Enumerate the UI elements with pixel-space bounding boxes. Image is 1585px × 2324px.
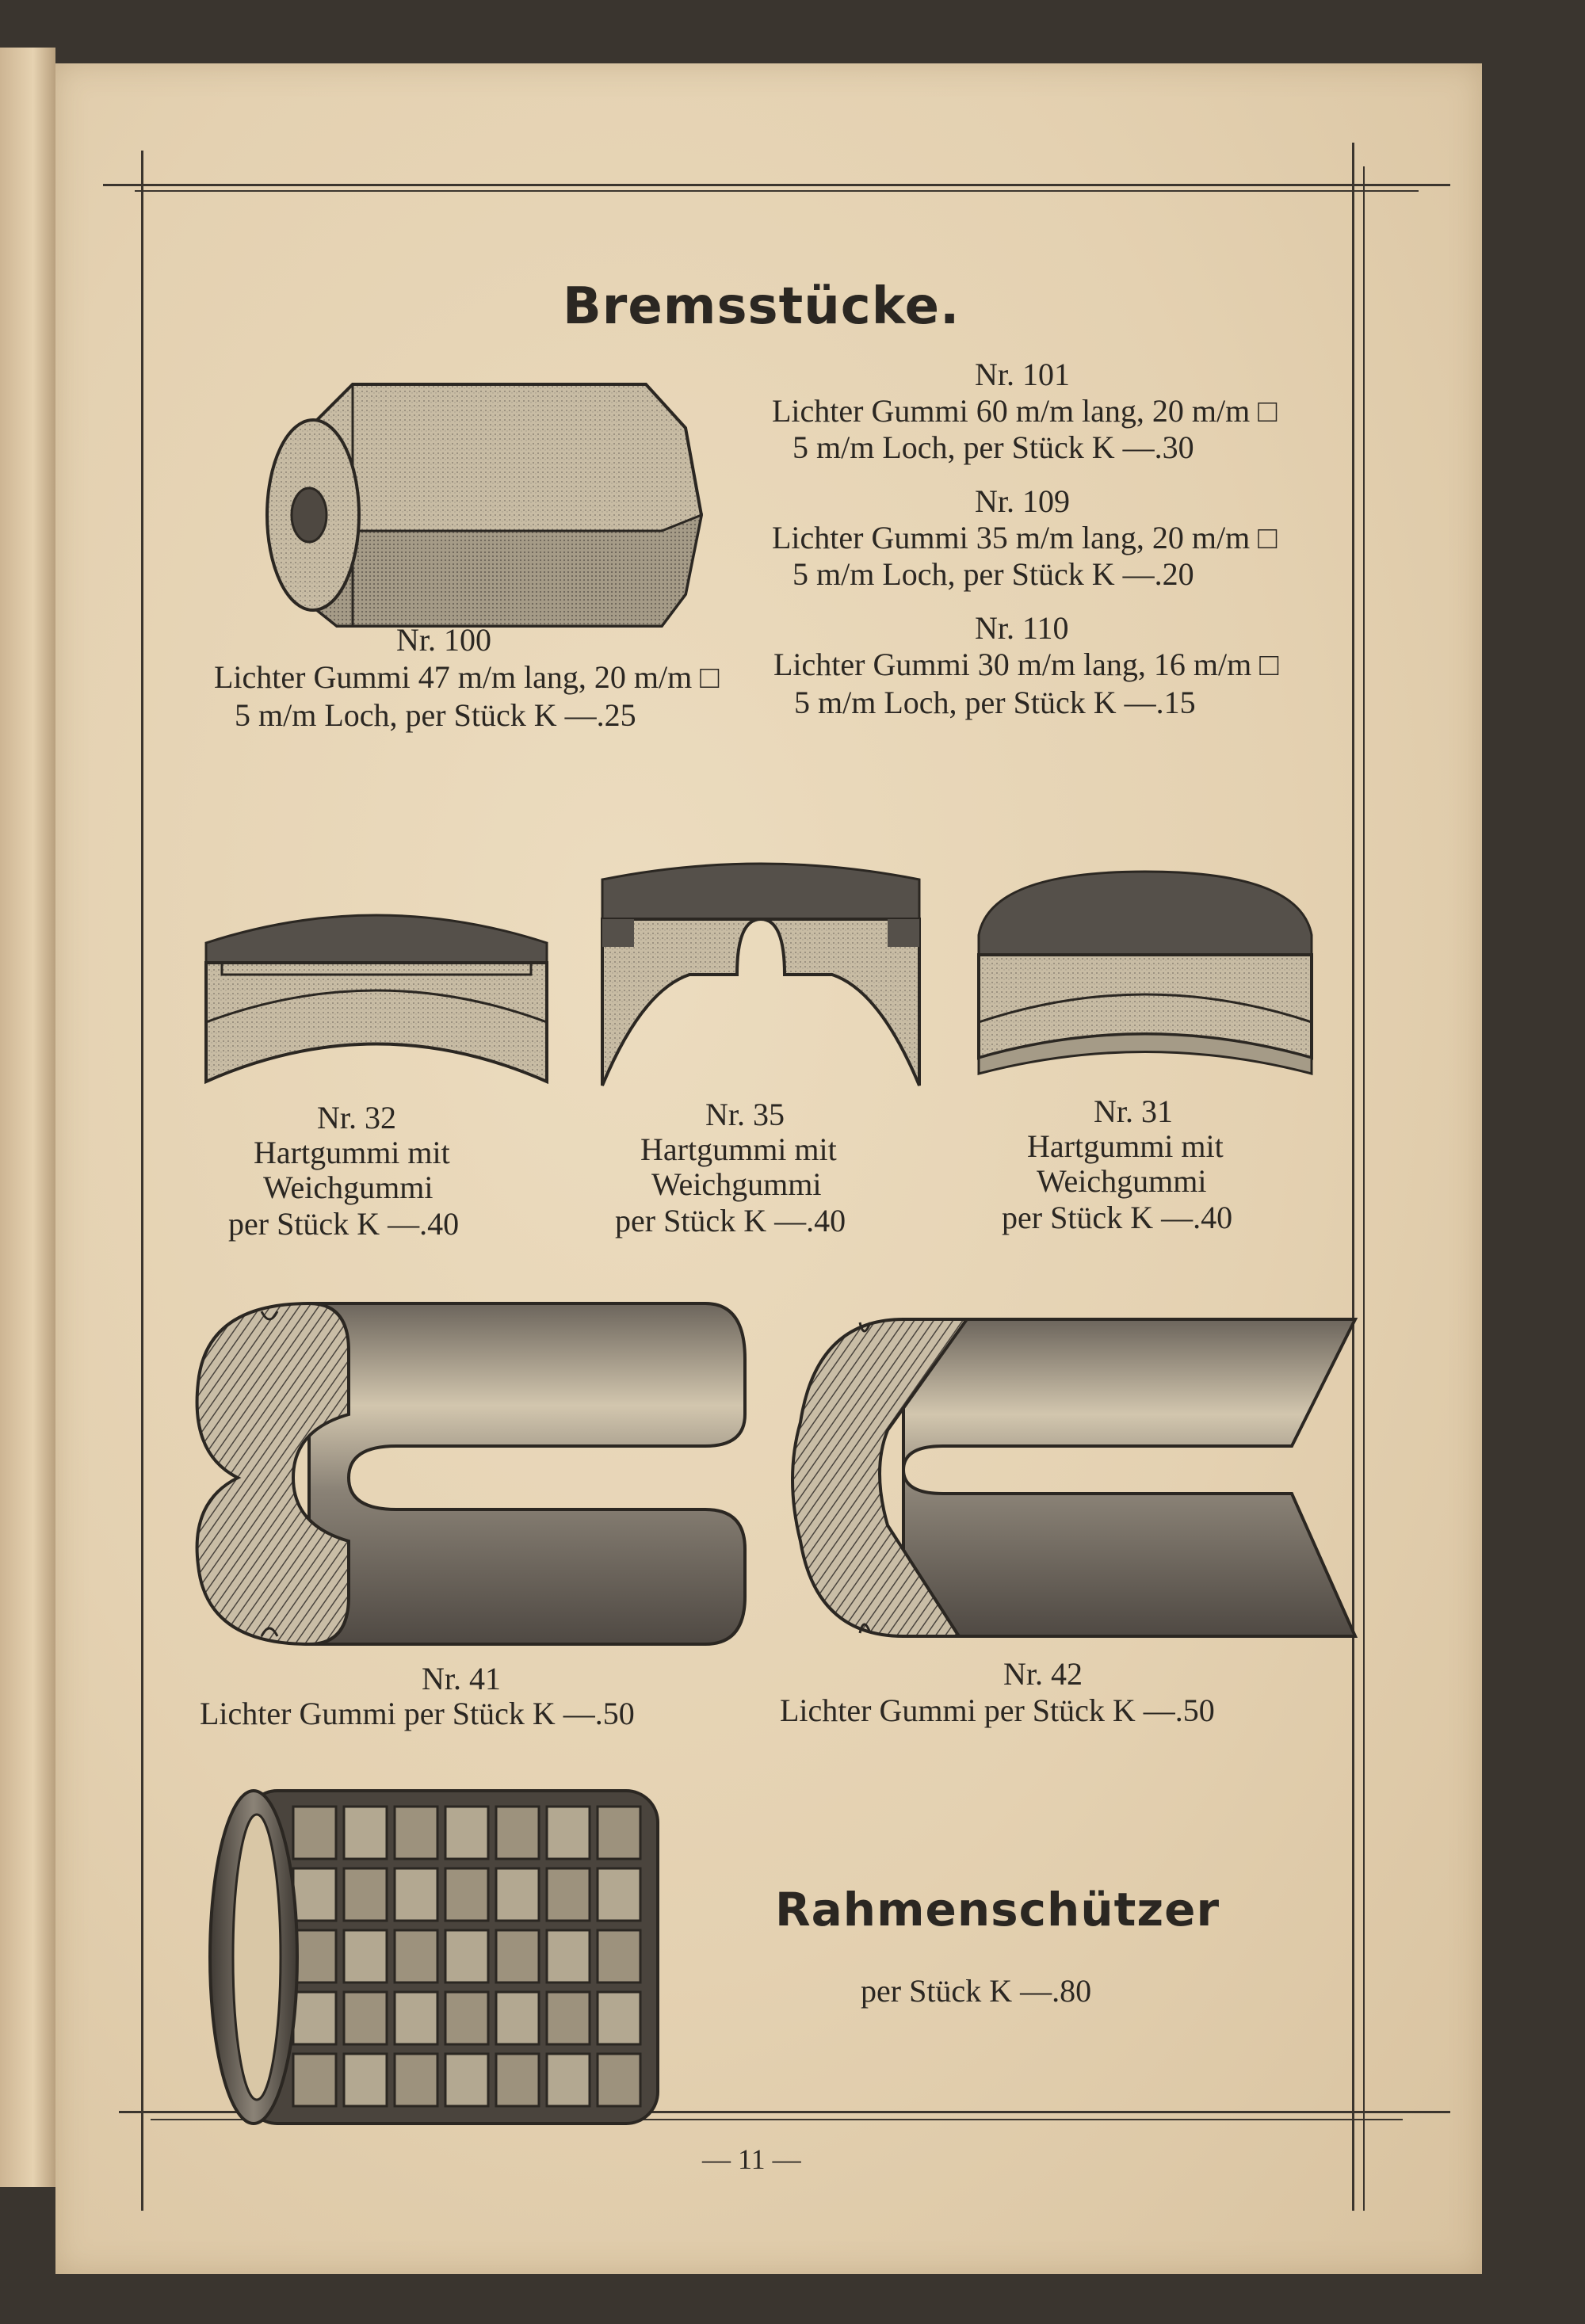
previous-page-edge <box>0 48 55 2187</box>
item-31-line1: Hartgummi mit <box>1027 1128 1224 1164</box>
item-41-line1: Lichter Gummi per Stück K —.50 <box>200 1696 635 1731</box>
page-title: Bremsstücke. <box>563 277 961 336</box>
frame-protector-stud <box>598 2054 640 2106</box>
item-42-number: Nr. 42 <box>1003 1656 1083 1692</box>
frame-protector-stud <box>395 2054 437 2106</box>
item-109-line1: Lichter Gummi 35 m/m lang, 20 m/m □ <box>772 520 1278 555</box>
frame-protector-stud <box>293 1930 336 1982</box>
frame-protector-stud <box>445 2054 488 2106</box>
item-31-line3: per Stück K —.40 <box>1002 1200 1233 1235</box>
frame-protector-stud <box>547 1930 590 1982</box>
frame-protector-stud <box>293 1868 336 1921</box>
frame-protector-stud <box>496 2054 539 2106</box>
frame-protector-stud <box>445 1992 488 2044</box>
item-100-line2: 5 m/m Loch, per Stück K —.25 <box>235 697 636 733</box>
item-31-line2: Weichgummi <box>1037 1163 1207 1199</box>
frame-protector-stud <box>395 1868 437 1921</box>
brake-profile-nr41-illustration <box>190 1296 761 1652</box>
item-101-line2: 5 m/m Loch, per Stück K —.30 <box>792 429 1194 465</box>
frame-protector-title: Rahmenschützer <box>775 1883 1220 1937</box>
frame-protector-stud <box>547 1807 590 1859</box>
item-32-line2: Weichgummi <box>263 1170 433 1205</box>
frame-protector-stud <box>344 1807 387 1859</box>
item-110-line1: Lichter Gummi 30 m/m lang, 16 m/m □ <box>773 647 1279 682</box>
brake-profile-nr42-illustration <box>785 1311 1371 1652</box>
frame-protector-stud <box>496 1868 539 1921</box>
item-32-number: Nr. 32 <box>317 1100 396 1135</box>
item-35-line3: per Stück K —.40 <box>615 1203 846 1238</box>
frame-protector-stud <box>598 1992 640 2044</box>
item-110-number: Nr. 110 <box>975 610 1069 646</box>
frame-protector-stud <box>598 1807 640 1859</box>
item-101-line1: Lichter Gummi 60 m/m lang, 20 m/m □ <box>772 393 1278 429</box>
item-35-number: Nr. 35 <box>705 1097 785 1132</box>
frame-top-rule-inner <box>135 190 1419 192</box>
frame-top-rule <box>103 184 1450 186</box>
item-100-line1: Lichter Gummi 47 m/m lang, 20 m/m □ <box>214 659 720 695</box>
item-35-line2: Weichgummi <box>651 1166 822 1202</box>
frame-protector-stud <box>547 1992 590 2044</box>
item-32-line3: per Stück K —.40 <box>228 1206 460 1242</box>
frame-protector-stud <box>598 1930 640 1982</box>
frame-protector-stud <box>598 1868 640 1921</box>
item-100-number: Nr. 100 <box>396 622 491 658</box>
frame-left-rule <box>141 151 143 2211</box>
item-101-number: Nr. 101 <box>975 357 1070 392</box>
frame-right-rule-outer <box>1363 166 1365 2211</box>
frame-protector-grid <box>293 1807 640 2106</box>
frame-protector-stud <box>547 1868 590 1921</box>
item-110-line2: 5 m/m Loch, per Stück K —.15 <box>794 685 1196 720</box>
brake-pad-nr31-illustration <box>967 872 1323 1086</box>
item-41-number: Nr. 41 <box>422 1661 501 1696</box>
frame-protector-stud <box>395 1930 437 1982</box>
frame-protector-stud <box>445 1868 488 1921</box>
frame-protector-stud <box>395 1807 437 1859</box>
item-42-line1: Lichter Gummi per Stück K —.50 <box>780 1692 1215 1728</box>
item-32-line1: Hartgummi mit <box>254 1135 450 1170</box>
frame-protector-stud <box>293 1807 336 1859</box>
page-number: — 11 — <box>702 2143 801 2175</box>
frame-protector-stud <box>547 2054 590 2106</box>
catalog-page <box>55 63 1482 2274</box>
item-109-line2: 5 m/m Loch, per Stück K —.20 <box>792 556 1194 592</box>
frame-protector-stud <box>445 1807 488 1859</box>
frame-protector-price: per Stück K —.80 <box>861 1973 1092 2009</box>
frame-protector-stud <box>445 1930 488 1982</box>
frame-protector-stud <box>344 2054 387 2106</box>
frame-protector-stud <box>344 1930 387 1982</box>
frame-protector-stud <box>293 1992 336 2044</box>
frame-protector-stud <box>496 1992 539 2044</box>
item-35-line1: Hartgummi mit <box>640 1131 837 1167</box>
brake-pad-nr35-illustration <box>594 856 927 1093</box>
brake-pad-nr32-illustration <box>198 887 555 1093</box>
frame-protector-stud <box>344 1868 387 1921</box>
frame-right-rule <box>1352 143 1354 2211</box>
frame-protector-stud <box>496 1930 539 1982</box>
frame-protector-stud <box>395 1992 437 2044</box>
item-31-number: Nr. 31 <box>1094 1093 1173 1129</box>
frame-protector-stud <box>496 1807 539 1859</box>
frame-protector-stud <box>293 2054 336 2106</box>
frame-protector-illustration <box>206 1783 689 2131</box>
item-109-number: Nr. 109 <box>975 483 1070 519</box>
frame-protector-stud <box>344 1992 387 2044</box>
